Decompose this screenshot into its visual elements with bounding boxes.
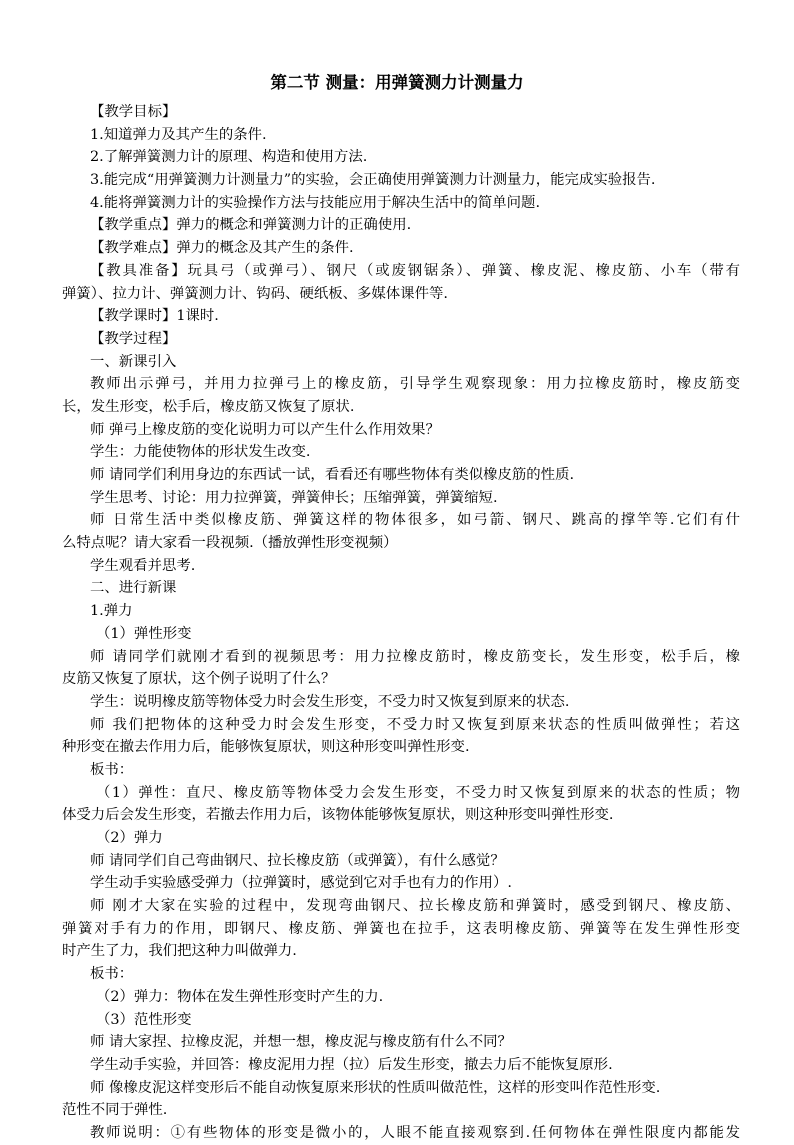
text-line: 时产生了力，我们把这种力叫做弹力. (62, 943, 297, 960)
text-line: （2）弹力：物体在发生弹性形变时产生的力. (96, 988, 384, 1005)
text-line: 学生：说明橡皮筋等物体受力时会发生形变，不受力时又恢复到原来的状态. (90, 693, 570, 710)
text-line: 一、新课引入 (90, 353, 177, 370)
text-line: 教师说明：①有些物体的形变是微小的，人眼不能直接观察到.任何物体在弹性限度内都能发 (90, 1124, 740, 1141)
text-line: （1）弹性：直尺、橡皮筋等物体受力会发生形变，不受力时又恢复到原来的状态的性质；物 (96, 784, 740, 801)
text-line: 1.弹力 (90, 603, 133, 620)
text-line: 板书： (90, 966, 134, 983)
text-line: 2.了解弹簧测力计的原理、构造和使用方法. (90, 149, 368, 166)
text-line: （2）弹力 (96, 830, 163, 846)
text-line: 弹簧对手有力的作用，即钢尺、橡皮筋、弹簧也在拉手，这表明橡皮筋、弹簧等在发生弹性形变 (62, 920, 740, 937)
text-line: 学生：力能使物体的形状发生改变. (90, 444, 311, 461)
text-line: 板书： (90, 761, 134, 778)
text-line: （3）范性形变 (96, 1011, 192, 1028)
page-title: 第二节 测量：用弹簧测力计测量力 (270, 73, 524, 92)
text-line: 【教学难点】弹力的概念及其产生的条件. (90, 240, 354, 257)
text-line: 师 请同学们利用身边的东西试一试，看看还有哪些物体有类似橡皮筋的性质. (90, 467, 575, 483)
text-line: 二、进行新课 (90, 580, 177, 597)
text-line: 学生观看并思考. (90, 557, 196, 574)
text-line: （1）弹性形变 (96, 625, 192, 642)
text-line: 【教学过程】 (90, 330, 177, 347)
text-line: 【教学目标】 (90, 104, 177, 120)
text-line: 师 请同学们自己弯曲钢尺、拉长橡皮筋（或弹簧），有什么感觉？ (90, 852, 505, 869)
text-line: 长，发生形变，松手后，橡皮筋又恢复了原状. (62, 398, 355, 415)
text-line: 4.能将弹簧测力计的实验操作方法与技能应用于解决生活中的简单问题. (90, 194, 541, 211)
text-line: 体受力后会发生形变，若撤去作用力后，该物体能够恢复原状，则这种形变叫弹性形变. (62, 807, 614, 824)
text-line: 师 我们把物体的这种受力时会发生形变，不受力时又恢复到原来状态的性质叫做弹性；若这 (90, 716, 740, 733)
text-line: 师 像橡皮泥这样变形后不能自动恢复原来形状的性质叫做范性，这样的形变叫作范性形变. (90, 1079, 661, 1096)
text-line: 弹簧）、拉力计、弹簧测力计、钩码、硬纸板、多媒体课件等. (62, 285, 448, 302)
text-line: 师 请大家捏、拉橡皮泥，并想一想，橡皮泥与橡皮筋有什么不同？ (90, 1034, 512, 1051)
text-line: 学生动手实验感受弹力（拉弹簧时，感觉到它对手也有力的作用）. (90, 875, 512, 892)
text-line: 3.能完成“用弹簧测力计测量力”的实验，会正确使用弹簧测力计测量力，能完成实验报告. (90, 172, 656, 189)
text-line: 师 请同学们就刚才看到的视频思考：用力拉橡皮筋时，橡皮筋变长，发生形变，松手后，橡 (90, 648, 740, 665)
text-line: 学生动手实验，并回答：橡皮泥用力捏（拉）后发生形变，撤去力后不能恢复原形. (90, 1056, 613, 1073)
text-line: 【教学课时】1课时. (90, 308, 219, 325)
text-line: 【教具准备】玩具弓（或弹弓）、钢尺（或废钢锯条）、弹簧、橡皮泥、橡皮筋、小车（带有 (90, 262, 740, 279)
text-line: 学生思考、讨论：用力拉弹簧，弹簧伸长；压缩弹簧，弹簧缩短. (90, 489, 498, 506)
text-line: 1.知道弹力及其产生的条件. (90, 126, 267, 143)
text-line: 教师出示弹弓，并用力拉弹弓上的橡皮筋，引导学生观察现象：用力拉橡皮筋时，橡皮筋变 (90, 376, 740, 393)
text-line: 种形变在撤去作用力后，能够恢复原状，则这种形变叫弹性形变. (62, 739, 470, 756)
text-line: 范性不同于弹性. (62, 1102, 168, 1119)
text-line: 师 日常生活中类似橡皮筋、弹簧这样的物体很多，如弓箭、钢尺、跳高的撑竿等.它们有什 (90, 512, 740, 529)
text-line: 皮筋又恢复了原状，这个例子说明了什么？ (62, 671, 336, 688)
text-line: 【教学重点】弹力的概念和弹簧测力计的正确使用. (90, 217, 412, 234)
text-line: 么特点呢？请大家看一段视频.（播放弹性形变视频） (62, 535, 398, 552)
text-line: 师 刚才大家在实验的过程中，发现弯曲钢尺、拉长橡皮筋和弹簧时，感受到钢尺、橡皮筋、 (90, 898, 740, 915)
document-body (62, 101, 740, 1145)
text-line: 师 弹弓上橡皮筋的变化说明力可以产生什么作用效果？ (90, 421, 440, 438)
